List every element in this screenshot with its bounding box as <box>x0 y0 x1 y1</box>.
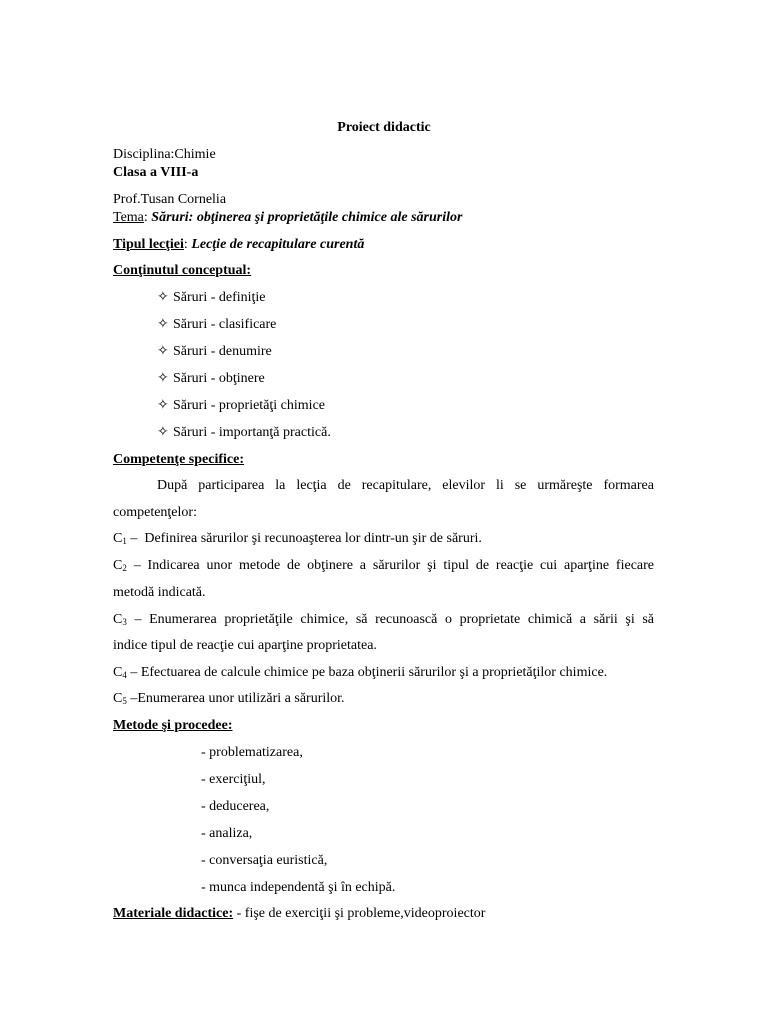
content-item: ✧ Săruri - proprietăţi chimice <box>157 398 325 413</box>
materials-value: - fişe de exerciţii şi probleme,videoproiector <box>233 906 486 921</box>
content-item: ✧ Săruri - obţinere <box>157 371 265 386</box>
method-item: - munca independentă şi în echipă. <box>201 880 396 895</box>
content-heading: Conţinutul conceptual: <box>113 263 252 278</box>
star-bullet-icon: ✧ <box>157 344 169 359</box>
lesson-type-label: Tipul lecţiei <box>113 237 184 252</box>
competence-c5: $C_5$ –Enumerarea unor utilizări a sărurilor. <box>113 691 345 706</box>
topic-separator: : <box>143 210 152 225</box>
lesson-type-value: Lecţie de recapitulare curentă <box>191 237 365 252</box>
content-item: ✧ Săruri - clasificare <box>157 317 277 332</box>
materials-label: Materiale didactice: <box>113 906 234 921</box>
star-bullet-icon: ✧ <box>157 371 169 386</box>
competences-intro: După participarea la lecţia de recapitulare, elevilor li se urmăreşte formarea <box>157 478 654 493</box>
teacher-line: Prof.Tusan Cornelia <box>113 192 227 207</box>
competence-c3-cont: indice tipul de reacţie cui aparţine proprietatea. <box>113 638 377 653</box>
content-item: ✧ Săruri - importanţă practică. <box>157 425 331 440</box>
competence-c4: $C_4$ – Efectuarea de calcule chimice pe baza obţinerii sărurilor şi a proprietăţilor chimice. <box>113 665 608 680</box>
star-bullet-icon: ✧ <box>157 290 169 305</box>
method-item: - exerciţiul, <box>201 772 266 787</box>
method-item: - deducerea, <box>201 799 270 814</box>
content-item: ✧ Săruri - denumire <box>157 344 272 359</box>
lesson-type-separator: : <box>183 237 192 252</box>
competence-c3: $C_3$ – Enumerarea proprietăţile chimice, să recunoască o proprietate chimică a sării şi să <box>113 612 655 627</box>
topic-value: Săruri: obţinerea şi proprietăţile chimice ale sărurilor <box>151 210 463 225</box>
document-title: Proiect didactic <box>337 120 431 135</box>
discipline-line: Disciplina:Chimie <box>113 147 216 162</box>
topic-label: Tema <box>113 210 144 225</box>
competences-intro-cont: competenţelor: <box>113 505 197 520</box>
star-bullet-icon: ✧ <box>157 317 169 332</box>
methods-heading: Metode şi procedee: <box>113 718 233 733</box>
content-item: ✧ Săruri - definiţie <box>157 290 266 305</box>
method-item: - conversaţia euristică, <box>201 853 328 868</box>
star-bullet-icon: ✧ <box>157 425 169 440</box>
competence-c1: $C_1$ – Definirea sărurilor şi recunoaşterea lor dintr-un şir de săruri. <box>113 531 482 546</box>
competence-c2: $C_2$ – Indicarea unor metode de obţinere a sărurilor şi tipul de reacţie cui aparţine fiecare <box>113 558 655 573</box>
star-bullet-icon: ✧ <box>157 398 169 413</box>
topic-line <box>113 209 462 227</box>
competence-c2-cont: metodă indicată. <box>113 585 206 600</box>
lesson-type-line <box>113 236 364 254</box>
materials-line <box>113 905 485 923</box>
competences-heading: Competenţe specifice: <box>113 452 245 467</box>
method-item: - analiza, <box>201 826 253 841</box>
class-line: Clasa a VIII-a <box>113 165 199 180</box>
method-item: - problematizarea, <box>201 745 303 760</box>
